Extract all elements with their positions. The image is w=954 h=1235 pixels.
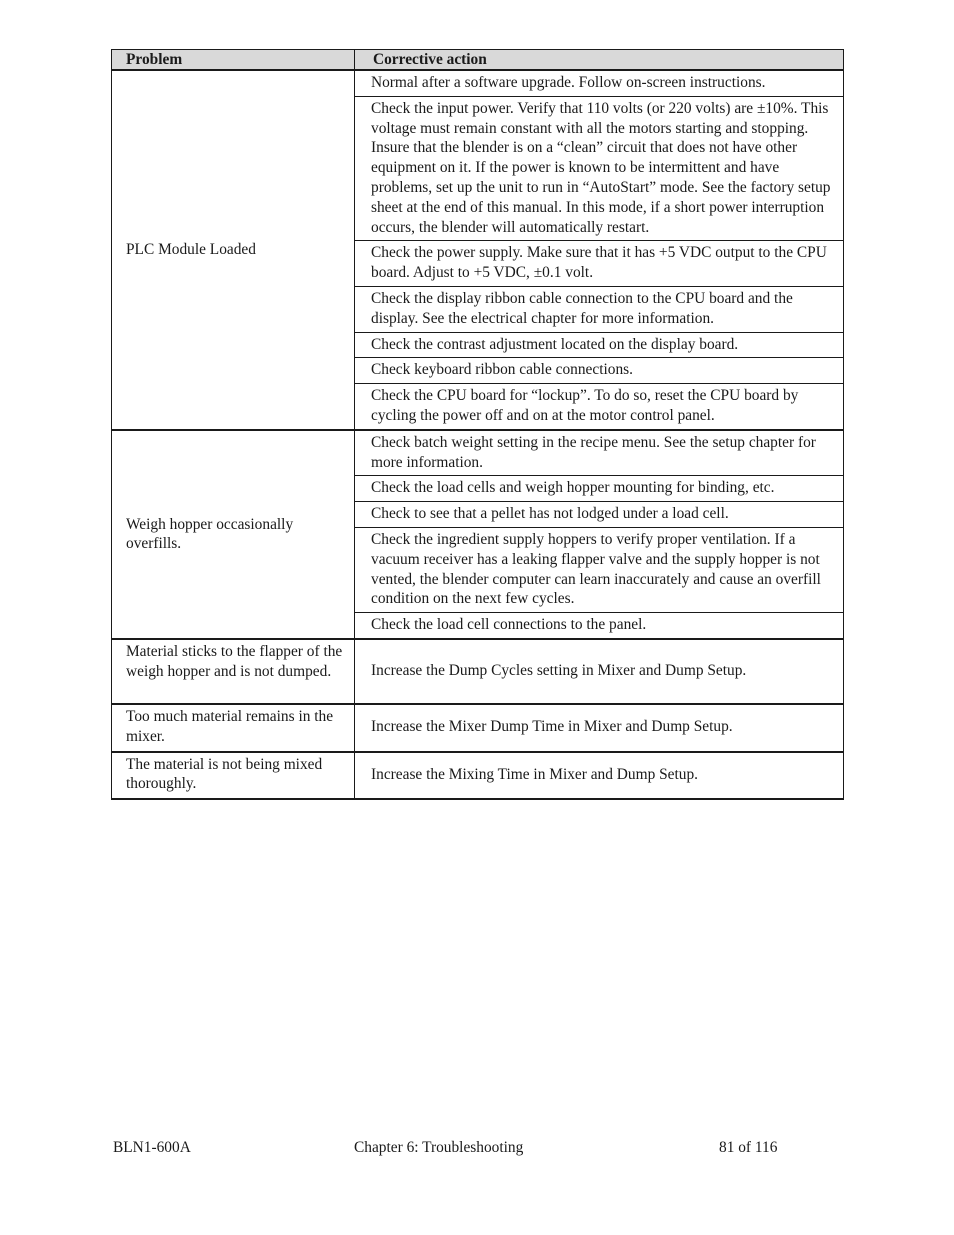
- footer-chapter: Chapter 6: Troubleshooting: [354, 1139, 524, 1156]
- table-row: [112, 430, 844, 476]
- problem-cell: Too much material remains in the mixer.: [112, 704, 355, 752]
- problem-cell: The material is not being mixed thoroughly.: [112, 752, 355, 800]
- action-cell: Increase the Mixer Dump Time in Mixer and Dump Setup.: [355, 704, 844, 752]
- action-cell: Check batch weight setting in the recipe menu. See the setup chapter for more information.: [355, 430, 844, 476]
- action-cell: Check the power supply. Make sure that it has +5 VDC output to the CPU board. Adjust to +5 VDC, ±0.1 volt.: [355, 241, 844, 287]
- action-cell: Check keyboard ribbon cable connections.: [355, 358, 844, 384]
- action-cell: Increase the Dump Cycles setting in Mixer and Dump Setup.: [355, 639, 844, 704]
- action-cell: Check the ingredient supply hoppers to verify proper ventilation. If a vacuum receiver has a leaking flapper valve and the supply hopper is not vented, the blender computer can learn inaccurately and cause an overfill condition on the next few cycles.: [355, 527, 844, 612]
- action-cell: Normal after a software upgrade. Follow on-screen instructions.: [355, 70, 844, 96]
- footer-page-number: 81 of 116: [719, 1139, 778, 1156]
- table-header-row: [112, 50, 844, 71]
- header-corrective-action: Corrective action: [355, 50, 844, 71]
- table-row: [112, 70, 844, 96]
- table-row: [112, 704, 844, 752]
- action-cell: Check the contrast adjustment located on the display board.: [355, 332, 844, 358]
- action-cell: Check the CPU board for “lockup”. To do so, reset the CPU board by cycling the power off and on at the motor control panel.: [355, 384, 844, 430]
- problem-cell: Material sticks to the flapper of the weigh hopper and is not dumped.: [112, 639, 355, 704]
- footer-doc-id: BLN1-600A: [113, 1139, 191, 1156]
- table-row: [112, 639, 844, 704]
- action-cell: Check the load cells and weigh hopper mounting for binding, etc.: [355, 476, 844, 502]
- action-cell: Check the load cell connections to the panel.: [355, 613, 844, 639]
- table-row: [112, 752, 844, 800]
- action-cell: Check the input power. Verify that 110 volts (or 220 volts) are ±10%. This voltage must remain constant with all the motors starting and stopping. Insure that the blender is on a “clean” circuit that does not have other equipment on it. If the power is known to be intermittent and have problems, set up the unit to run in “AutoStart” mode. See the factory setup sheet at the end of this manual. In this mode, if a short power interruption occurs, the blender will automatically restart.: [355, 96, 844, 241]
- troubleshooting-table: [111, 49, 844, 800]
- problem-cell: Weigh hopper occasionally overfills.: [112, 430, 355, 639]
- problem-cell: PLC Module Loaded: [112, 70, 355, 430]
- action-cell: Increase the Mixing Time in Mixer and Dump Setup.: [355, 752, 844, 800]
- header-problem: Problem: [112, 50, 355, 71]
- action-cell: Check to see that a pellet has not lodged under a load cell.: [355, 502, 844, 528]
- action-cell: Check the display ribbon cable connection to the CPU board and the display. See the electrical chapter for more information.: [355, 286, 844, 332]
